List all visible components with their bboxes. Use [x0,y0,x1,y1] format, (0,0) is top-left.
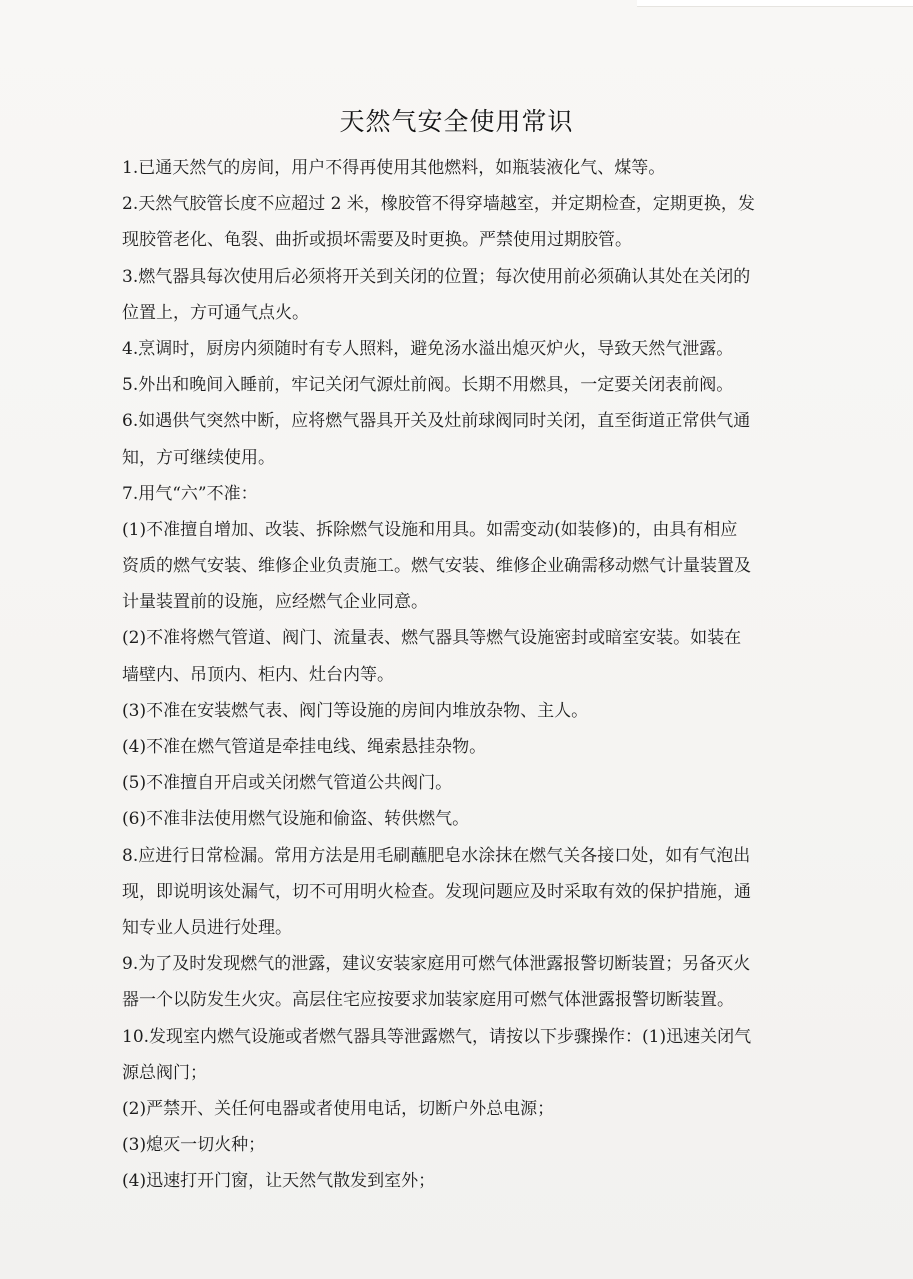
text-line: 6.如遇供气突然中断，应将燃气器具开关及灶前球阀同时关闭，直至街道正常供气通 [122,411,751,432]
text-line: (5)不准擅自开启或关闭燃气管道公共阀门。 [122,773,453,794]
text-line: 位置上，方可通气点火。 [122,302,309,323]
text-line: 10.发现室内燃气设施或者燃气器具等泄露燃气，请按以下步骤操作：(1)迅速关闭气 [122,1026,752,1047]
text-line: 器一个以防发生火灾。高层住宅应按要求加装家庭用可燃气体泄露报警切断装置。 [122,990,734,1011]
text-line: 4.烹调时，厨房内须随时有专人照料，避免汤水溢出熄灭炉火，导致天然气泄露。 [122,338,734,359]
text-line: (3)熄灭一切火种； [122,1135,266,1156]
text-line: 5.外出和晚间入睡前，牢记关闭气源灶前阀。长期不用燃具，一定要关闭表前阀。 [122,375,734,396]
text-line: 2.天然气胶管长度不应超过 2 米，橡胶管不得穿墙越室，并定期检查，定期更换，发 [122,194,755,215]
text-line: (6)不准非法使用燃气设施和偷盗、转供燃气。 [122,809,470,830]
text-line: (2)不准将燃气管道、阀门、流量表、燃气器具等燃气设施密封或暗室安装。如装在 [122,628,742,649]
text-line: (2)严禁开、关任何电器或者使用电话，切断户外总电源； [122,1098,555,1119]
text-line: 知专业人员进行处理。 [122,917,292,938]
text-line: (1)不准擅自增加、改装、拆除燃气设施和用具。如需变动(如装修)的，由具有相应 [122,519,738,540]
text-line: (4)不准在燃气管道是牵挂电线、绳索悬挂杂物。 [122,737,487,757]
document-body [122,150,822,1199]
text-line: 8.应进行日常检漏。常用方法是用毛刷蘸肥皂水涂抹在燃气关各接口处，如有气泡出 [122,845,751,866]
text-line: 计量装置前的设施，应经燃气企业同意。 [122,592,428,613]
text-line: (3)不准在安装燃气表、阀门等设施的房间内堆放杂物、主人。 [122,700,589,721]
text-line: 7.用气“六”不准： [122,483,258,504]
text-line: 资质的燃气安装、维修企业负责施工。燃气安装、维修企业确需移动燃气计量装置及 [122,556,751,577]
text-line: (4)迅速打开门窗，让天然气散发到室外； [122,1171,436,1192]
text-line: 现胶管老化、龟裂、曲折或损坏需要及时更换。严禁使用过期胶管。 [122,230,632,251]
text-line: 现，即说明该处漏气，切不可用明火检查。发现问题应及时采取有效的保护措施，通 [122,881,751,902]
text-line: 3.燃气器具每次使用后必须将开关到关闭的位置；每次使用前必须确认其处在关闭的 [122,266,751,287]
document-title: 天然气安全使用常识 [339,107,574,136]
text-line: 1.已通天然气的房间，用户不得再使用其他燃料，如瓶装液化气、煤等。 [122,158,666,178]
text-line: 墙壁内、吊顶内、柜内、灶台内等。 [122,664,394,685]
text-line: 9.为了及时发现燃气的泄露，建议安装家庭用可燃气体泄露报警切断装置；另备灭火 [122,954,751,975]
text-line: 源总阀门； [122,1062,207,1083]
scan-edge [637,0,913,7]
text-line: 知，方可继续使用。 [122,447,275,468]
